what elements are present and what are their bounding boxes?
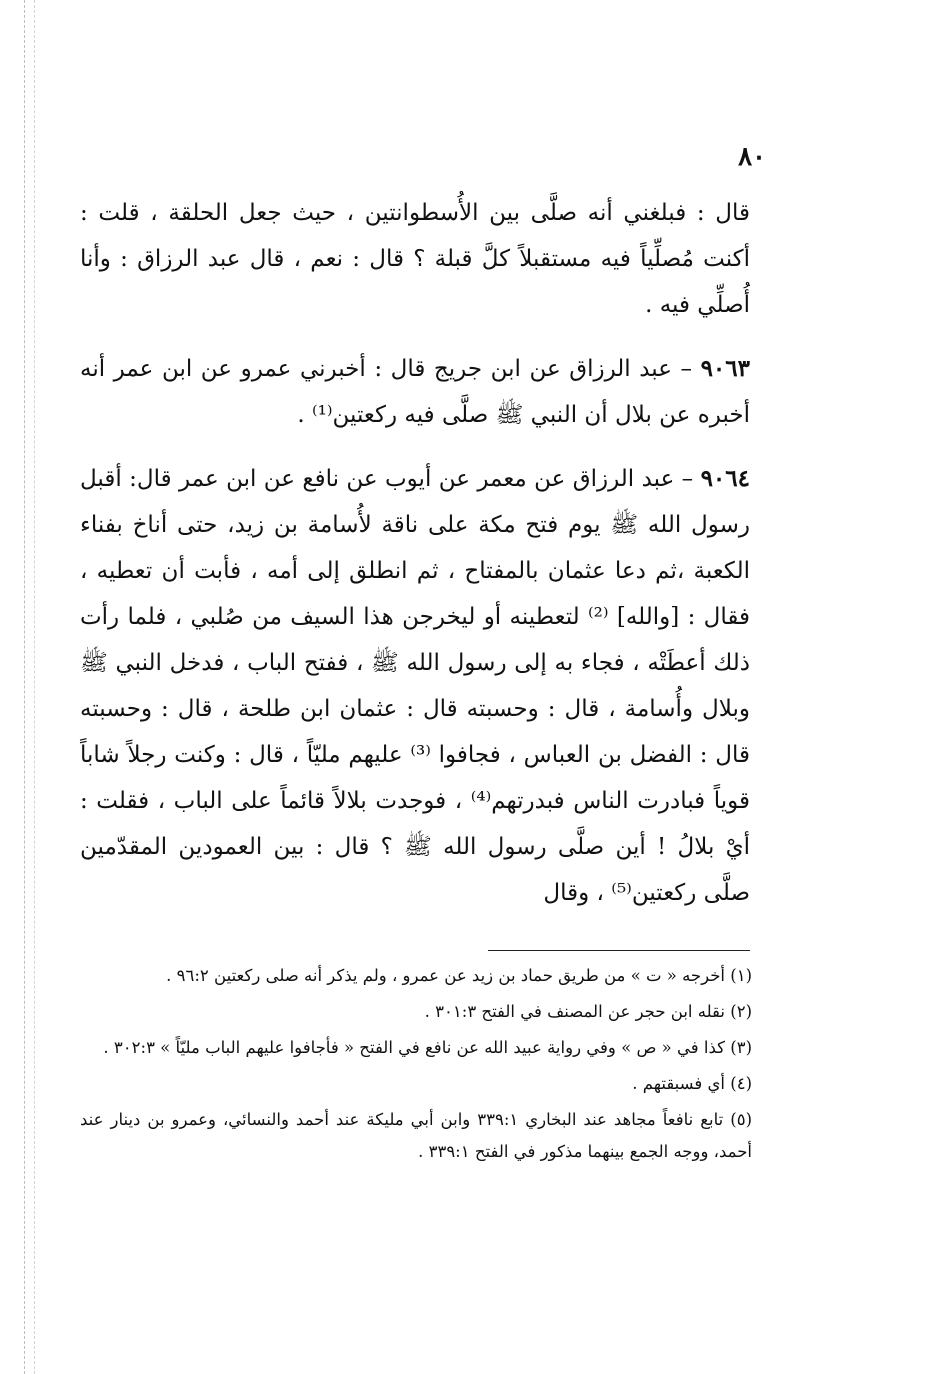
footnote-4: (٤) أي فسبقتهم . bbox=[632, 1074, 752, 1093]
footnote-5: (٥) تابع نافعاً مجاهد عند البخاري ٣٣٩:١ وابن أبي مليكة عند أحمد والنسائي، وعمرو بن دينار عند أحمد، ووجه الجمع بينهما مذكور في الفتح ٣٣٩:١ . bbox=[80, 1110, 752, 1161]
scan-margin-line bbox=[34, 0, 35, 1374]
hadith-number: ٩٠٦٣ bbox=[700, 355, 750, 382]
scan-margin-line bbox=[24, 0, 25, 1374]
hadith-text: – عبد الرزاق عن معمر عن أيوب عن نافع عن ابن عمر قال: أقبل رسول الله ﷺ يوم فتح مكة على ناقة لأُسامة بن زيد، حتى أناخ بفناء الكعبة ،ثم دعا عثمان بالمفتاح ، ثم انطلق إلى أمه ، فأبت أن تعطيه ، فقال : [والله] ⁽²⁾ لتعطينه أو ليخرجن هذا السيف من صُلبي ، فلما رأت ذلك أعطَتْه ، فجاء به إلى رسول الله ﷺ ، ففتح الباب ، فدخل النبي ﷺ وبلال وأُسامة ، قال : وحسبته قال : عثمان ابن طلحة ، قال : وحسبته قال : الفضل بن العباس ، فجافوا ⁽³⁾ عليهم مليّاً ، قال : وكنت رجلاً شاباً قوياً فبادرت الناس فبدرتهم⁽⁴⁾ ، فوجدت بلالاً قائماً على الباب ، فقلت : أيْ بلالُ ! أين صلَّى رسول الله ﷺ ؟ قال : بين العمودين المقدّمين صلَّى ركعتين⁽⁵⁾ ، وقال bbox=[80, 466, 750, 906]
footnote-divider bbox=[488, 950, 750, 951]
hadith-9064 bbox=[80, 456, 750, 916]
page-number: ٨٠ bbox=[738, 142, 766, 172]
footnote-2: (٢) نقله ابن حجر عن المصنف في الفتح ٣٠١:٣ . bbox=[424, 1002, 752, 1021]
footnote-1: (١) أخرجه « ت » من طريق حماد بن زيد عن عمرو ، ولم يذكر أنه صلى ركعتين ٩٦:٢ . bbox=[166, 966, 752, 985]
footnote-3: (٣) كذا في « ص » وفي رواية عبيد الله عن نافع في الفتح « فأجافوا عليهم الباب مليّاً » ٣٠٢:٣ . bbox=[103, 1038, 752, 1057]
paragraph-intro bbox=[80, 190, 750, 328]
footnotes bbox=[80, 960, 752, 1172]
hadith-text: – عبد الرزاق عن ابن جريج قال : أخبرني عمرو عن ابن عمر أنه أخبره عن بلال أن النبي ﷺ صلَّى فيه ركعتين⁽¹⁾ . bbox=[80, 356, 750, 428]
hadith-9063 bbox=[80, 346, 750, 438]
hadith-number: ٩٠٦٤ bbox=[700, 465, 750, 492]
paragraph-text: قال : فبلغني أنه صلَّى بين الأُسطوانتين ، حيث جعل الحلقة ، قلت : أكنت مُصلِّياً فيه مستقبلاً كلَّ قبلة ؟ قال : نعم ، قال عبد الرزاق : وأنا أُصلِّي فيه . bbox=[80, 200, 750, 318]
main-text bbox=[80, 190, 750, 916]
